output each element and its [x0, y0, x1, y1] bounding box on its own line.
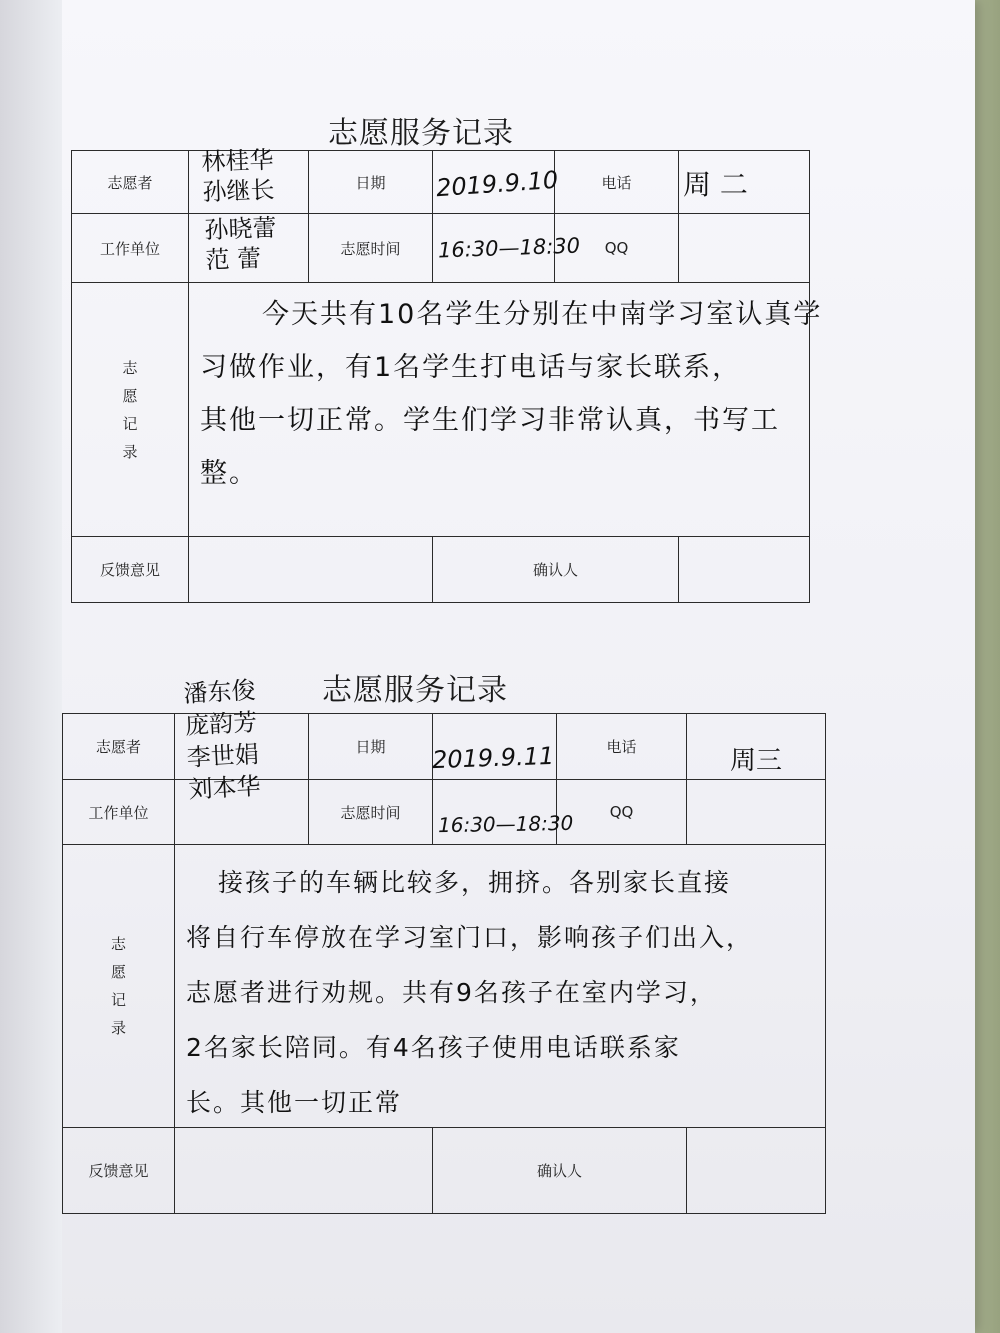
- record2-title: 志愿服务记录: [322, 673, 508, 708]
- record2-date-value: 2019.9.11: [431, 741, 555, 775]
- record2-volunteer-name: 李世娟: [186, 740, 260, 772]
- record2-content-line: 志愿者进行劝规。共有9名孩子在室内学习，: [186, 978, 717, 1007]
- record2-feedback-label: 反馈意见: [63, 1128, 175, 1214]
- record1-work-unit-names: [204, 213, 278, 275]
- record2-phone-label: 电话: [557, 714, 687, 780]
- record1-content-line: 今天共有10名学生分别在中南学习室认真学: [262, 299, 823, 330]
- record1-qq-label: QQ: [555, 214, 679, 283]
- record1-volunteer-name: 范 蕾: [205, 244, 262, 275]
- record2-work-unit-label: 工作单位: [63, 780, 175, 845]
- record2-confirmer-cell: [687, 1128, 826, 1214]
- page-edge: [0, 0, 62, 1333]
- record1-feedback-cell: [189, 537, 433, 603]
- record1-record-label-text: 志 愿 记 录: [122, 358, 138, 461]
- record1-time-label: 志愿时间: [309, 214, 433, 283]
- record1-title: 志愿服务记录: [328, 116, 514, 151]
- record2-time-value: 16:30—18:30: [437, 810, 574, 838]
- record1-work-unit-label: 工作单位: [72, 214, 189, 283]
- record1-content-line: 其他一切正常。学生们学习非常认真，书写工: [200, 405, 780, 436]
- record2-time-label: 志愿时间: [309, 780, 433, 845]
- record1-phone-label: 电话: [555, 151, 679, 214]
- record1-date-value: 2019.9.10: [435, 165, 559, 203]
- record2-content-text: [186, 855, 753, 1130]
- record2-content-line: 长。其他一切正常: [186, 1088, 403, 1117]
- record2-record-label: [63, 845, 175, 1128]
- record2-record-label-text: 志 愿 记 录: [110, 935, 126, 1037]
- record1-feedback-label: 反馈意见: [72, 537, 189, 603]
- record2-volunteer-name: 潘东俊: [182, 676, 257, 708]
- record1-confirmer-cell: [679, 537, 810, 603]
- record2-qq-cell: [687, 780, 826, 845]
- record2-feedback-cell: [175, 1128, 433, 1214]
- record1-content-text: [200, 288, 822, 500]
- record2-qq-label: QQ: [557, 780, 687, 845]
- record1-weekday-value: 周 二: [683, 168, 748, 201]
- record1-volunteer-label: 志愿者: [72, 151, 189, 214]
- record1-date-label: 日期: [309, 151, 433, 214]
- record1-qq-cell: [679, 214, 810, 283]
- record1-time-value: 16:30—18:30: [437, 233, 581, 263]
- record2-weekday-value: 周三: [730, 746, 783, 776]
- record2-volunteer-label: 志愿者: [63, 714, 175, 780]
- record1-volunteer-names: [201, 145, 275, 207]
- record1-volunteer-name: 孙继长: [202, 175, 275, 207]
- record1-volunteer-name: 孙晓蕾: [204, 213, 277, 245]
- record1-record-label: [72, 283, 189, 537]
- record2-content-line: 接孩子的车辆比较多，拥挤。各别家长直接: [218, 868, 732, 897]
- record2-content-line: 2名家长陪同。有4名孩子使用电话联系家: [186, 1033, 681, 1062]
- record2-volunteer-name: 刘本华: [187, 772, 262, 804]
- record1-content-line: 习做作业，有1名学生打电话与家长联系，: [200, 352, 742, 383]
- record1-content-line: 整。: [200, 458, 258, 489]
- record2-volunteer-names: [183, 674, 262, 806]
- record2-date-label: 日期: [309, 714, 433, 780]
- record2-volunteer-name: 庞韵芳: [184, 708, 258, 740]
- record2-content-line: 将自行车停放在学习室门口，影响孩子们出入，: [186, 923, 754, 952]
- record2-confirmer-label: 确认人: [433, 1128, 687, 1214]
- record1-volunteer-name: 林桂华: [201, 145, 274, 177]
- record1-confirmer-label: 确认人: [433, 537, 679, 603]
